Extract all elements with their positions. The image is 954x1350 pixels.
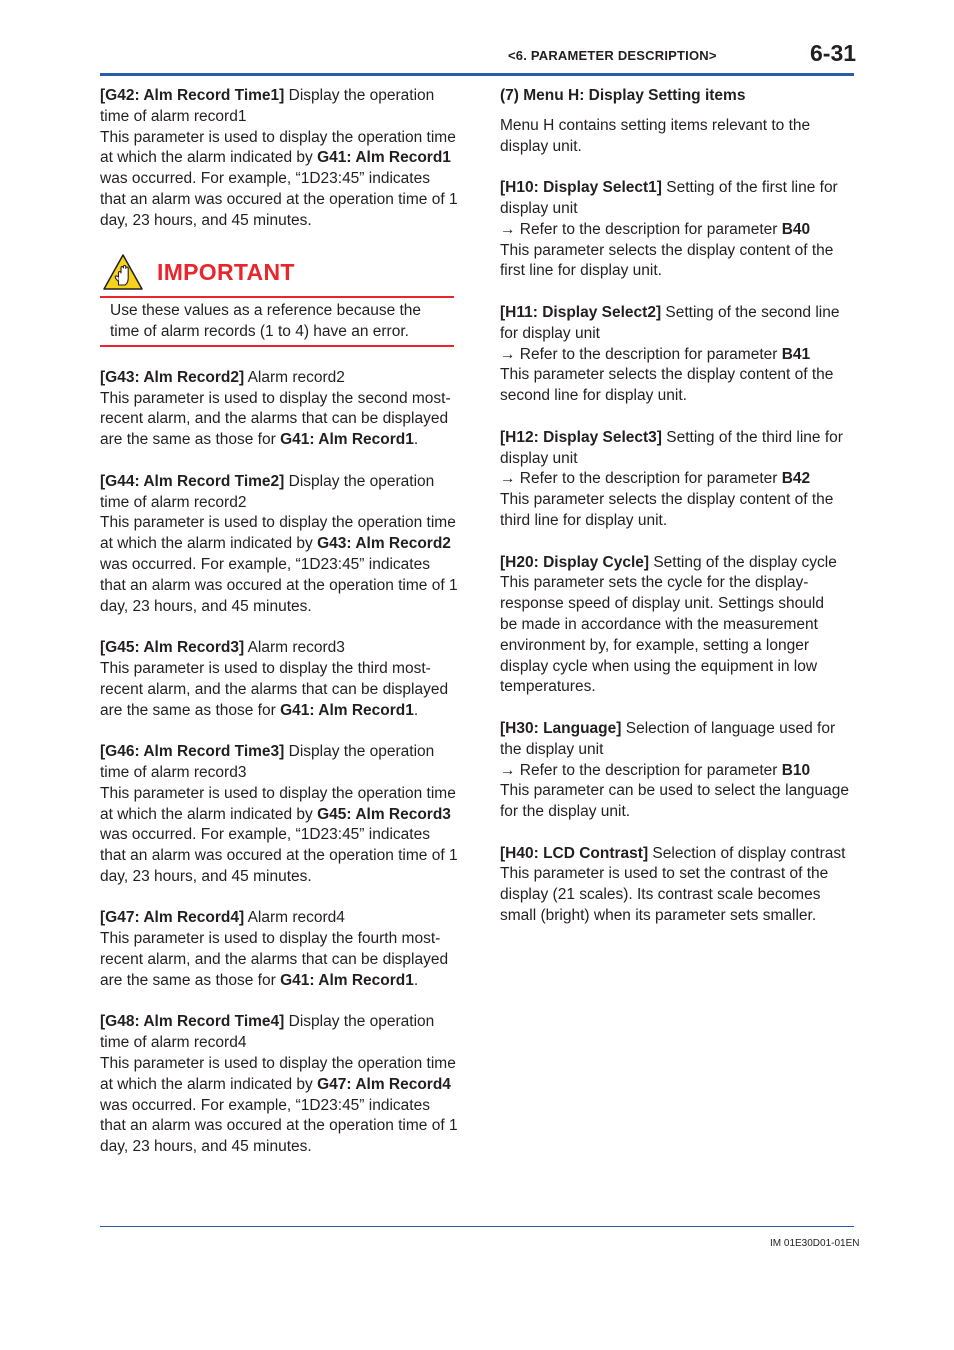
text-line xyxy=(500,594,854,615)
text-line xyxy=(100,211,454,232)
text-line xyxy=(100,1116,458,1137)
text-line xyxy=(500,615,854,636)
text-run: third line for display unit. xyxy=(500,511,668,529)
text-line xyxy=(100,409,454,430)
text-run: display unit xyxy=(500,199,578,217)
bold-term: [G47: Alm Record4] xyxy=(100,909,245,927)
text-run: This parameter selects the display content of the xyxy=(500,491,834,509)
bold-term: B40 xyxy=(781,220,811,238)
text-line xyxy=(500,844,854,865)
text-run: that an alarm was occured at the operation time of 1 xyxy=(100,1117,458,1135)
text-line xyxy=(100,1012,454,1033)
param-h30 xyxy=(500,719,854,823)
text-run: Display the operation xyxy=(284,472,435,490)
text-run: second line for display unit. xyxy=(500,387,687,405)
text-run: are the same as those for xyxy=(100,431,281,449)
bold-term: B41 xyxy=(781,345,811,363)
text-run: Display the operation xyxy=(284,743,435,761)
text-line xyxy=(100,805,454,826)
text-line xyxy=(500,761,854,782)
text-line xyxy=(500,241,854,262)
text-run: Setting of the second line xyxy=(661,303,840,321)
text-run: This parameter is used to display the operation time xyxy=(100,784,456,802)
text-line xyxy=(500,199,854,220)
bold-term: G45: Alm Record3 xyxy=(317,805,451,823)
bold-term: [G45: Alm Record3] xyxy=(100,639,245,657)
footer-rule xyxy=(100,1226,854,1227)
param-g44 xyxy=(100,472,458,618)
text-run: Alarm record3 xyxy=(244,639,345,657)
important-title: IMPORTANT xyxy=(157,258,295,285)
text-line xyxy=(100,784,454,805)
important-header xyxy=(100,252,454,292)
text-run: was occurred. For example, “1D23:45” indicates xyxy=(100,170,430,188)
text-run: Display the operation xyxy=(284,87,435,104)
text-run: Alarm record4 xyxy=(244,909,345,927)
text-run: This parameter is used to display the third most- xyxy=(100,659,431,677)
text-run: . xyxy=(413,701,419,719)
text-run: This parameter is used to set the contrast of the xyxy=(500,865,829,883)
text-line xyxy=(500,178,854,199)
text-line xyxy=(100,513,454,534)
text-run: display unit. xyxy=(500,137,582,155)
param-g46 xyxy=(100,742,458,888)
bold-term: [G44: Alm Record Time2] xyxy=(100,472,285,490)
text-run: for the display unit. xyxy=(500,803,631,821)
text-line xyxy=(500,303,854,324)
document-id: IM 01E30D01-01EN xyxy=(770,1238,860,1249)
text-run: time of alarm record3 xyxy=(100,763,247,781)
text-run: day, 23 hours, and 45 minutes. xyxy=(100,597,312,615)
bold-term: G47: Alm Record4 xyxy=(317,1075,451,1093)
text-run: This parameter is used to display the second most- xyxy=(100,389,451,407)
text-run: day, 23 hours, and 45 minutes. xyxy=(100,211,312,229)
text-line xyxy=(500,386,854,407)
text-line xyxy=(100,701,454,722)
text-run: are the same as those for xyxy=(100,701,281,719)
text-line xyxy=(500,490,854,511)
bold-term: G41: Alm Record1 xyxy=(280,701,414,719)
text-run: was occurred. For example, “1D23:45” indicates xyxy=(100,555,430,573)
bold-term: [H30: Language] xyxy=(500,719,622,737)
text-line xyxy=(100,659,454,680)
text-run: the display unit xyxy=(500,740,604,758)
important-line: Use these values as a reference because the xyxy=(110,302,422,320)
text-run: This parameter selects the display content of the xyxy=(500,366,834,384)
text-run: was occurred. For example, “1D23:45” indicates xyxy=(100,1096,430,1114)
text-line xyxy=(100,742,454,763)
text-line xyxy=(100,493,454,514)
text-line xyxy=(100,472,454,493)
text-run: Setting of the third line for xyxy=(661,428,843,446)
text-run: environment by, for example, setting a longer xyxy=(500,636,810,654)
text-run: at which the alarm indicated by xyxy=(100,149,318,167)
text-run: temperatures. xyxy=(500,678,596,696)
text-run: display cycle when using the equipment in low xyxy=(500,657,818,675)
menu-h-intro xyxy=(500,116,854,158)
text-line xyxy=(500,428,854,449)
text-line xyxy=(500,469,854,490)
important-callout xyxy=(100,252,454,347)
text-line xyxy=(100,430,454,451)
text-line xyxy=(500,511,854,532)
param-g45 xyxy=(100,638,454,721)
text-line xyxy=(100,680,454,701)
text-run: This parameter can be used to select the language xyxy=(500,782,849,800)
text-run: display (21 scales). Its contrast scale becomes xyxy=(500,886,821,904)
text-line xyxy=(500,261,854,282)
bold-term: [H40: LCD Contrast] xyxy=(500,844,649,862)
warning-hand-icon xyxy=(103,254,143,290)
bold-term: [G42: Alm Record Time1] xyxy=(100,87,285,104)
text-line xyxy=(100,86,454,107)
text-line xyxy=(500,781,854,802)
running-header-section: <6. PARAMETER DESCRIPTION> xyxy=(508,48,717,63)
param-g43 xyxy=(100,368,454,451)
text-run: small (bright) when its parameter sets smaller. xyxy=(500,907,817,925)
text-run: day, 23 hours, and 45 minutes. xyxy=(100,1138,312,1156)
text-run: display unit xyxy=(500,449,578,467)
text-run: at which the alarm indicated by xyxy=(100,805,318,823)
text-line xyxy=(100,867,454,888)
text-line xyxy=(100,1096,454,1117)
right-column xyxy=(500,86,854,948)
text-run: This parameter is used to display the operation time xyxy=(100,128,456,146)
section-heading-menu-h: (7) Menu H: Display Setting items xyxy=(500,87,746,104)
bold-term: [H12: Display Select3] xyxy=(500,428,662,446)
text-line xyxy=(100,929,454,950)
text-line xyxy=(100,846,458,867)
param-h20 xyxy=(500,553,854,699)
text-run: first line for display unit. xyxy=(500,262,662,280)
bold-term: G43: Alm Record2 xyxy=(317,535,451,553)
text-line xyxy=(100,107,454,128)
text-line xyxy=(500,116,854,137)
text-line xyxy=(500,740,854,761)
text-line xyxy=(100,971,454,992)
text-run: be made in accordance with the measurement xyxy=(500,615,818,633)
text-line xyxy=(100,950,454,971)
text-run: that an alarm was occured at the operation time of 1 xyxy=(100,576,458,594)
text-run: that an alarm was occured at the operation time of 1 xyxy=(100,847,458,865)
text-line xyxy=(100,534,454,555)
text-line xyxy=(500,365,854,386)
text-run: Setting of the first line for xyxy=(661,179,838,197)
text-line xyxy=(100,190,458,211)
text-line xyxy=(500,449,854,470)
left-column xyxy=(100,86,458,1179)
important-body xyxy=(100,298,454,345)
text-line xyxy=(500,573,854,594)
text-line xyxy=(500,864,854,885)
bold-term: [H11: Display Select2] xyxy=(500,303,662,321)
important-bottom-rule xyxy=(100,345,454,347)
text-line xyxy=(500,677,854,698)
text-line xyxy=(100,555,454,576)
text-run: time of alarm record2 xyxy=(100,493,247,511)
text-line xyxy=(100,1054,454,1075)
text-run: Alarm record2 xyxy=(244,368,345,386)
text-run: Display the operation xyxy=(284,1013,435,1031)
bold-term: G41: Alm Record1 xyxy=(280,431,414,449)
text-run: Menu H contains setting items relevant to the xyxy=(500,116,811,134)
param-h11 xyxy=(500,303,854,407)
bold-term: [H20: Display Cycle] xyxy=(500,553,650,571)
text-run: Selection of display contrast xyxy=(648,844,846,862)
page-number: 6-31 xyxy=(810,40,857,66)
text-line xyxy=(100,389,454,410)
text-run: Setting of the display cycle xyxy=(649,553,837,571)
text-run: This parameter selects the display content of the xyxy=(500,241,834,259)
text-line xyxy=(100,1033,454,1054)
bold-term: [G46: Alm Record Time3] xyxy=(100,743,285,761)
text-line xyxy=(500,220,854,241)
text-line xyxy=(500,906,854,927)
param-g42 xyxy=(100,86,458,232)
text-line xyxy=(100,825,454,846)
text-run: This parameter is used to display the operation time xyxy=(100,1055,456,1073)
bold-term: B42 xyxy=(781,470,811,488)
text-run: that an alarm was occured at the operation time of 1 xyxy=(100,190,458,208)
text-run: time of alarm record1 xyxy=(100,107,247,125)
param-h12 xyxy=(500,428,854,532)
text-run: . xyxy=(413,971,419,989)
text-run: This parameter sets the cycle for the display- xyxy=(500,574,809,592)
text-line xyxy=(500,719,854,740)
text-line xyxy=(500,885,854,906)
bold-term: G41: Alm Record1 xyxy=(317,149,451,167)
param-h40 xyxy=(500,844,854,927)
text-line xyxy=(500,553,854,574)
text-run: response speed of display unit. Settings should xyxy=(500,595,824,613)
text-line xyxy=(100,169,454,190)
text-line xyxy=(100,763,454,784)
text-line xyxy=(100,908,454,929)
bold-term: G41: Alm Record1 xyxy=(280,971,414,989)
text-run: was occurred. For example, “1D23:45” indicates xyxy=(100,826,430,844)
text-run: for display unit xyxy=(500,324,600,342)
text-run: This parameter is used to display the fourth most- xyxy=(100,930,441,948)
param-h10 xyxy=(500,178,854,282)
text-run: at which the alarm indicated by xyxy=(100,1075,318,1093)
text-run: → Refer to the description for parameter xyxy=(500,761,782,779)
bold-term: [G43: Alm Record2] xyxy=(100,368,245,386)
text-line xyxy=(100,576,458,597)
text-line xyxy=(100,1075,454,1096)
text-run: Selection of language used for xyxy=(621,719,836,737)
text-run: → Refer to the description for parameter xyxy=(500,220,782,238)
text-run: This parameter is used to display the operation time xyxy=(100,514,456,532)
text-line xyxy=(100,1137,454,1158)
bold-term: [H10: Display Select1] xyxy=(500,179,662,197)
bold-term: B10 xyxy=(781,761,811,779)
header-rule xyxy=(100,73,854,76)
text-line xyxy=(100,128,454,149)
text-line xyxy=(100,148,454,169)
text-run: → Refer to the description for parameter xyxy=(500,470,782,488)
text-line xyxy=(500,802,854,823)
text-line xyxy=(500,345,854,366)
text-line xyxy=(500,324,854,345)
text-run: → Refer to the description for parameter xyxy=(500,345,782,363)
text-run: day, 23 hours, and 45 minutes. xyxy=(100,867,312,885)
text-run: . xyxy=(413,431,419,449)
text-run: at which the alarm indicated by xyxy=(100,535,318,553)
param-g48 xyxy=(100,1012,458,1158)
text-line xyxy=(500,137,854,158)
text-line xyxy=(100,638,454,659)
text-line xyxy=(500,657,854,678)
text-line xyxy=(500,636,854,657)
text-run: are the same as those for xyxy=(100,971,281,989)
text-run: recent alarm, and the alarms that can be displayed xyxy=(100,951,449,969)
text-run: time of alarm record4 xyxy=(100,1034,247,1052)
important-line: time of alarm records (1 to 4) have an error. xyxy=(110,323,409,341)
text-run: recent alarm, and the alarms that can be displayed xyxy=(100,680,449,698)
text-line xyxy=(100,597,454,618)
text-line xyxy=(100,368,454,389)
param-g47 xyxy=(100,908,454,991)
text-run: recent alarm, and the alarms that can be displayed xyxy=(100,410,449,428)
bold-term: [G48: Alm Record Time4] xyxy=(100,1013,285,1031)
